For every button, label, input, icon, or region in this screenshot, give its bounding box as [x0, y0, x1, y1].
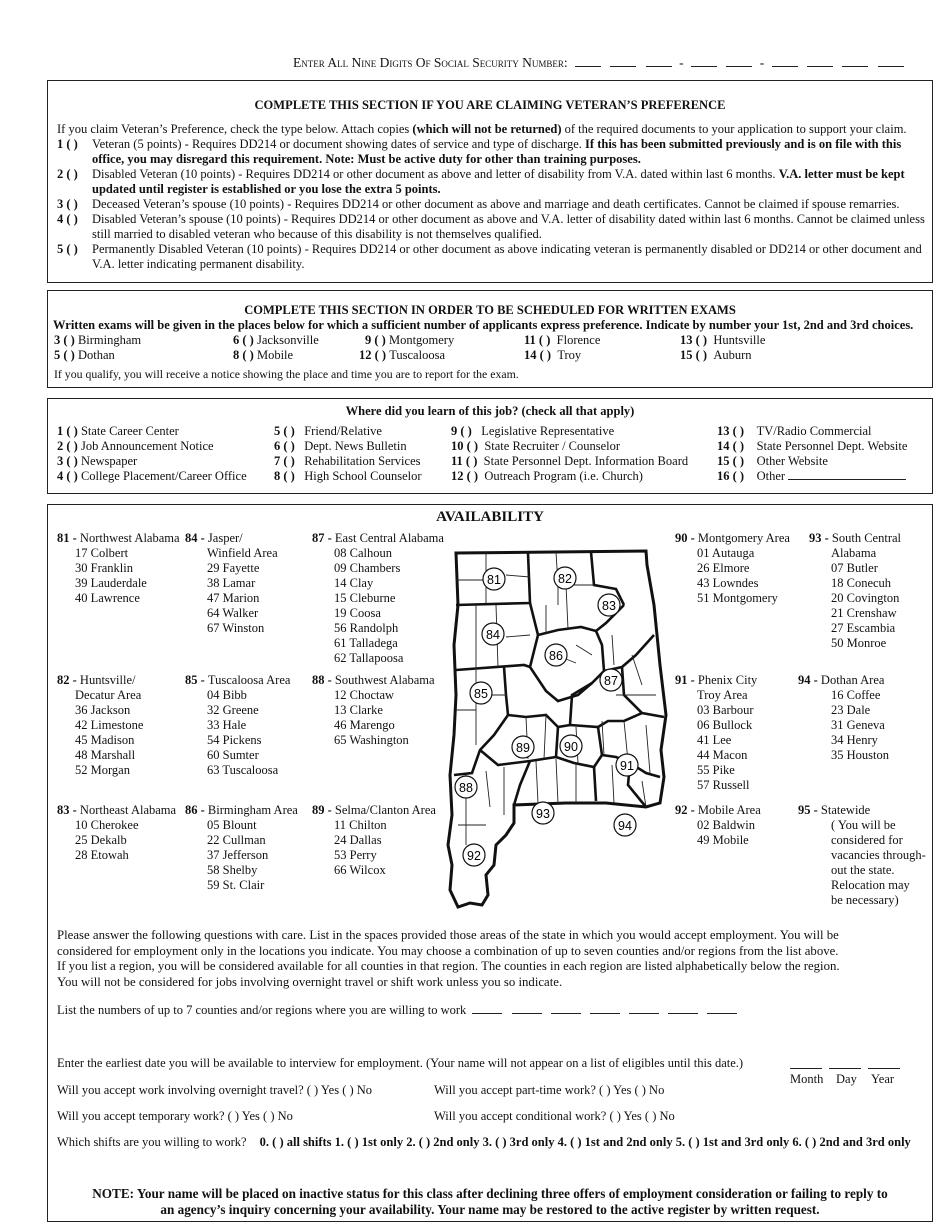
exams-section-title: COMPLETE THIS SECTION IN ORDER TO BE SCHEDULED FOR WRITTEN EXAMS [244, 303, 736, 317]
svg-text:91: 91 [620, 759, 634, 773]
date-year-field[interactable] [868, 1058, 900, 1069]
exam-loc-jacksonville[interactable]: 6 ( ) Jacksonville [233, 333, 319, 347]
source-option-15[interactable]: 15 ( ) Other Website [717, 454, 828, 468]
exams-instruction: Written exams will be given in the places below for which a sufficient number of applicants express preference. Indicate by number your 1st, 2nd and 3rd choices. [53, 318, 914, 332]
availability-instructions: Please answer the following questions with care. List in the spaces provided those areas of the state in which you would accept employment. You will be considered for employment only in the locations you indicate. You may choose a combination of up to seven counties and/or regions from the list above. If you list a region, you will be considered available for all counties in that region. The counties in each region are listed alphabetically below the region. You will not be considered for jobs involving overnight travel or shift work unless you so indicate. [57, 928, 840, 989]
job-source-section [47, 398, 933, 494]
ssn-label: Enter All Nine Digits Of Social Security Number: [293, 55, 568, 70]
job-source-title: Where did you learn of this job? (check all that apply) [345, 404, 635, 418]
overnight-travel-question[interactable]: Will you accept work involving overnight travel? ( ) Yes ( ) No [57, 1083, 373, 1097]
locations-list-row [57, 1003, 737, 1018]
source-option-1[interactable]: 1 ( ) State Career Center [57, 424, 179, 438]
part-time-question[interactable]: Will you accept part-time work? ( ) Yes ( ) No [434, 1083, 665, 1097]
region-87: 87 - East Central Alabama 08 Calhoun 09 Chambers 14 Clay 15 Cleburne 19 Coosa 56 Randolph 61 Talladega 62 Tallapoosa [312, 531, 444, 665]
svg-text:94: 94 [618, 819, 632, 833]
veteran-option-4[interactable]: 4 ( ) Disabled Veteran’s spouse (10 points) - Requires DD214 or other document as above and V.A. letter of disability dated within last 6 months. Cannot be claimed unless still married to disabled veteran who because of this disability is not themselves qualified. [57, 212, 925, 241]
location-choice-6[interactable] [668, 1003, 698, 1014]
exam-loc-huntsville[interactable]: 13 ( ) Huntsville [680, 333, 766, 347]
interview-date-prompt: Enter the earliest date you will be available to interview for employment. (Your name will not appear on a list of eligibles until this date.) [57, 1056, 744, 1070]
exam-loc-tuscaloosa[interactable]: 12 ( ) Tuscaloosa [359, 348, 445, 362]
svg-text:88: 88 [459, 781, 473, 795]
region-91: 91 - Phenix City Troy Area 03 Barbour 06 Bullock 41 Lee 44 Macon 55 Pike 57 Russell [675, 673, 758, 792]
source-option-9[interactable]: 9 ( ) Legislative Representative [451, 424, 615, 438]
veteran-preference-section [47, 80, 933, 283]
location-choice-4[interactable] [590, 1003, 620, 1014]
svg-text:82: 82 [558, 572, 572, 586]
ssn-digit-1[interactable] [575, 56, 601, 67]
svg-text:86: 86 [549, 649, 563, 663]
exams-notice: If you qualify, you will receive a notice showing the place and time you are to report for the exam. [54, 367, 519, 381]
svg-text:93: 93 [536, 807, 550, 821]
region-86: 86 - Birmingham Area 05 Blount 22 Cullman 37 Jefferson 58 Shelby 59 St. Clair [185, 803, 298, 892]
exam-loc-auburn[interactable]: 15 ( ) Auburn [680, 348, 752, 362]
source-option-3[interactable]: 3 ( ) Newspaper [57, 454, 138, 468]
ssn-digit-5[interactable] [726, 56, 752, 67]
ssn-digit-7[interactable] [807, 56, 833, 67]
source-option-12[interactable]: 12 ( ) Outreach Program (i.e. Church) [451, 469, 643, 483]
svg-text:81: 81 [487, 573, 501, 587]
region-84: 84 - Jasper/ Winfield Area 29 Fayette 38 Lamar 47 Marion 64 Walker 67 Winston [185, 531, 278, 635]
svg-text:92: 92 [467, 849, 481, 863]
other-source-field[interactable] [788, 469, 906, 480]
exam-loc-dothan[interactable]: 5 ( ) Dothan [54, 348, 115, 362]
inactive-status-note-2: an agency’s inquiry concerning your availability. Your name may be restored to the active register by written request. [160, 1202, 820, 1217]
region-82: 82 - Huntsville/ Decatur Area 36 Jackson 42 Limestone 45 Madison 48 Marshall 52 Morgan [57, 673, 144, 777]
date-year-label: Year [871, 1072, 895, 1086]
svg-text:90: 90 [564, 740, 578, 754]
exam-loc-montgomery[interactable]: 9 ( ) Montgomery [365, 333, 455, 347]
region-93: 93 - South Central Alabama 07 Butler 18 Conecuh 20 Covington 21 Crenshaw 27 Escambia 50 Monroe [809, 531, 902, 650]
region-85: 85 - Tuscaloosa Area 04 Bibb 32 Greene 33 Hale 54 Pickens 60 Sumter 63 Tuscaloosa [185, 673, 291, 777]
ssn-digit-3[interactable] [646, 56, 672, 67]
veteran-intro: If you claim Veteran’s Preference, check the type below. Attach copies (which will not be returned) of the required documents to your application to support your claim. [57, 122, 907, 136]
veteran-option-2[interactable]: 2 ( ) Disabled Veteran (10 points) - Requires DD214 or other document as above and letter of disability from V.A. dated within last 6 months. V.A. letter must be kept updated until register is established or you lose the extra 5 points. [57, 167, 905, 196]
location-choice-7[interactable] [707, 1003, 737, 1014]
inactive-status-note-1: NOTE: Your name will be placed on inactive status for this class after declining three offers of employment consideration or failing to reply to [92, 1186, 888, 1201]
ssn-digit-2[interactable] [610, 56, 636, 67]
region-95: 95 - Statewide ( You will be considered for vacancies through- out the state. Relocation may be necessary) [798, 803, 926, 907]
locations-list-prompt: List the numbers of up to 7 counties and/or regions where you are willing to work [57, 1003, 467, 1017]
date-day-field[interactable] [829, 1058, 861, 1069]
date-month-field[interactable] [790, 1058, 822, 1069]
date-month-label: Month [790, 1072, 824, 1086]
ssn-digit-6[interactable] [772, 56, 798, 67]
location-choice-3[interactable] [551, 1003, 581, 1014]
region-92: 92 - Mobile Area 02 Baldwin 49 Mobile [675, 803, 761, 847]
source-option-13[interactable]: 13 ( ) TV/Radio Commercial [717, 424, 872, 438]
source-option-2[interactable]: 2 ( ) Job Announcement Notice [57, 439, 214, 453]
veteran-section-title: COMPLETE THIS SECTION IF YOU ARE CLAIMING VETERAN’S PREFERENCE [254, 98, 726, 112]
date-day-label: Day [836, 1072, 857, 1086]
source-option-8[interactable]: 8 ( ) High School Counselor [274, 469, 422, 483]
svg-text:85: 85 [474, 687, 488, 701]
exam-loc-troy[interactable]: 14 ( ) Troy [524, 348, 582, 362]
temporary-work-question[interactable]: Will you accept temporary work? ( ) Yes ( ) No [57, 1109, 293, 1123]
written-exams-section [47, 290, 933, 388]
availability-section [47, 504, 933, 1222]
location-choice-2[interactable] [512, 1003, 542, 1014]
shifts-prompt: Which shifts are you willing to work? [57, 1135, 247, 1149]
location-choice-5[interactable] [629, 1003, 659, 1014]
source-option-16[interactable]: 16 ( ) Other [717, 469, 906, 484]
shifts-row [57, 1135, 911, 1150]
veteran-option-3[interactable]: 3 ( ) Deceased Veteran’s spouse (10 points) - Requires DD214 or other document as above and marriage and death certificates. Cannot be claimed if spouse remarries. [57, 197, 900, 211]
region-90: 90 - Montgomery Area 01 Autauga 26 Elmore 43 Lowndes 51 Montgomery [675, 531, 790, 605]
region-83: 83 - Northeast Alabama 10 Cherokee 25 Dekalb 28 Etowah [57, 803, 177, 862]
ssn-prompt: Enter All Nine Digits Of Social Security Number: - - [293, 55, 904, 71]
source-option-14[interactable]: 14 ( ) State Personnel Dept. Website [717, 439, 908, 453]
svg-text:84: 84 [486, 628, 500, 642]
ssn-digit-4[interactable] [691, 56, 717, 67]
source-option-11[interactable]: 11 ( ) State Personnel Dept. Information Board [451, 454, 689, 468]
source-option-4[interactable]: 4 ( ) College Placement/Career Office [57, 469, 247, 483]
shifts-options[interactable]: 0. ( ) all shifts 1. ( ) 1st only 2. ( ) 2nd only 3. ( ) 3rd only 4. ( ) 1st and 2nd only 5. ( ) 1st and 3rd only 6. ( ) 2nd and 3rd only [259, 1135, 911, 1149]
svg-text:89: 89 [516, 741, 530, 755]
region-81: 81 - Northwest Alabama 17 Colbert 30 Franklin 39 Lauderdale 40 Lawrence [57, 531, 180, 605]
source-option-5[interactable]: 5 ( ) Friend/Relative [274, 424, 382, 438]
exam-loc-florence[interactable]: 11 ( ) Florence [524, 333, 601, 347]
region-89: 89 - Selma/Clanton Area 11 Chilton 24 Dallas 53 Perry 66 Wilcox [312, 803, 436, 877]
veteran-option-5[interactable]: 5 ( ) Permanently Disabled Veteran (10 points) - Requires DD214 or other document as above indicating veteran is permanently disabled or DD214 or other document and V.A. letter indicating permanent disability. [57, 242, 922, 271]
availability-title: AVAILABILITY [436, 509, 544, 525]
alabama-region-map [446, 545, 671, 915]
source-option-10[interactable]: 10 ( ) State Recruiter / Counselor [451, 439, 621, 453]
svg-text:83: 83 [602, 599, 616, 613]
ssn-digit-8[interactable] [842, 56, 868, 67]
region-88: 88 - Southwest Alabama 12 Choctaw 13 Clarke 46 Marengo 65 Washington [312, 673, 435, 747]
conditional-work-question[interactable]: Will you accept conditional work? ( ) Yes ( ) No [434, 1109, 675, 1123]
exam-loc-mobile[interactable]: 8 ( ) Mobile [233, 348, 294, 362]
svg-text:87: 87 [604, 674, 618, 688]
location-choice-1[interactable] [472, 1003, 502, 1014]
exam-loc-birmingham[interactable]: 3 ( ) Birmingham [54, 333, 142, 347]
veteran-option-1[interactable]: 1 ( ) Veteran (5 points) - Requires DD214 or document showing dates of service and type of discharge. If this has been submitted previously and is on file with this office, you may disregard this requirement. Note: Must be active duty for other than training purposes. [57, 137, 902, 166]
region-94: 94 - Dothan Area 16 Coffee 23 Dale 31 Geneva 34 Henry 35 Houston [798, 673, 889, 762]
source-option-6[interactable]: 6 ( ) Dept. News Bulletin [274, 439, 407, 453]
ssn-digit-9[interactable] [878, 56, 904, 67]
source-option-7[interactable]: 7 ( ) Rehabilitation Services [274, 454, 421, 468]
